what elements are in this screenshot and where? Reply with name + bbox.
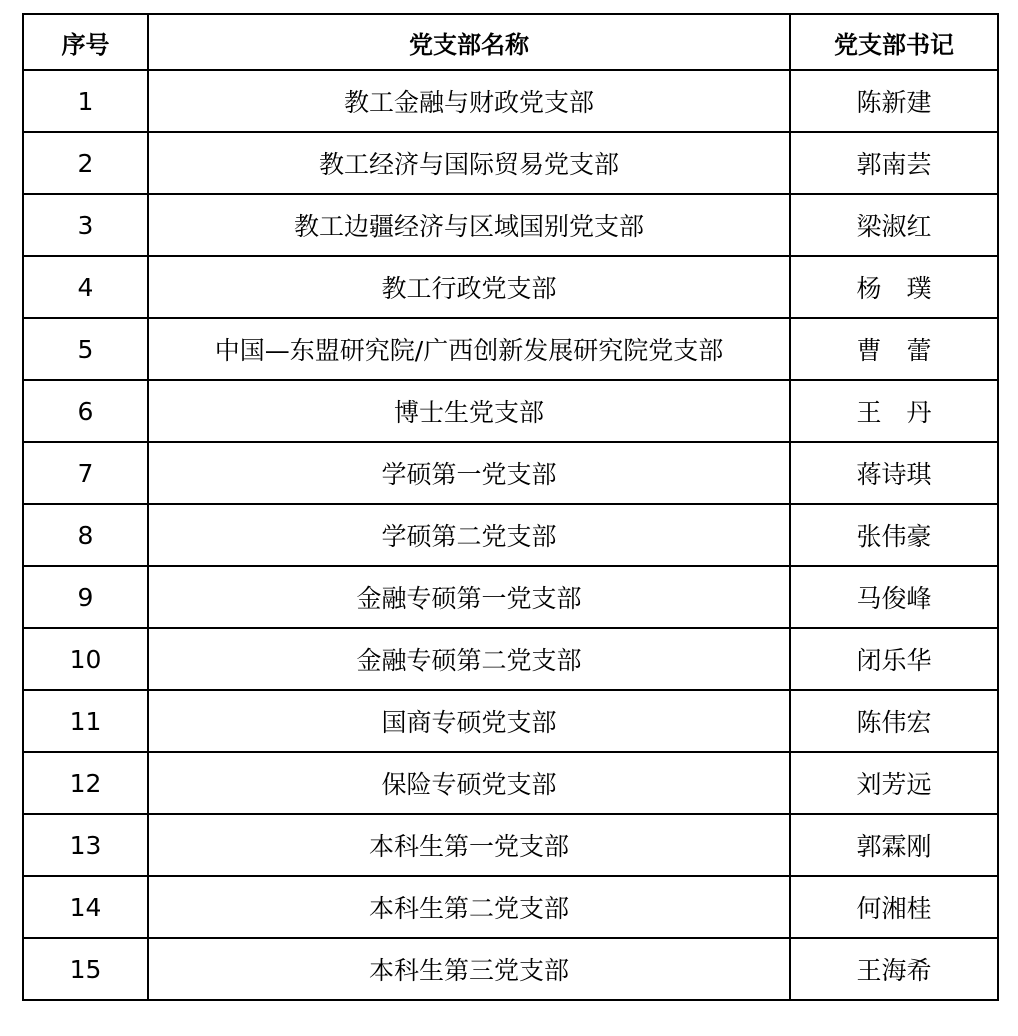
row-index-cell: 9 [23,566,148,628]
branch-secretary-cell: 郭南芸 [790,132,998,194]
branch-secretary-cell: 王海希 [790,938,998,1000]
branch-secretary-cell: 曹 蕾 [790,318,998,380]
branch-name-cell: 保险专硕党支部 [148,752,790,814]
branch-name-cell: 国商专硕党支部 [148,690,790,752]
row-index-cell: 10 [23,628,148,690]
branch-secretary-cell: 刘芳远 [790,752,998,814]
table-row [23,194,998,256]
branch-name-cell: 学硕第一党支部 [148,442,790,504]
branch-secretary-cell: 闭乐华 [790,628,998,690]
table-row [23,690,998,752]
row-index-cell: 7 [23,442,148,504]
row-index-cell: 15 [23,938,148,1000]
branch-name-cell: 本科生第二党支部 [148,876,790,938]
header-index: 序号 [23,14,148,70]
row-index-cell: 8 [23,504,148,566]
branch-name-cell: 本科生第三党支部 [148,938,790,1000]
branch-secretary-cell: 蒋诗琪 [790,442,998,504]
table-header [23,14,998,70]
branch-secretary-cell: 马俊峰 [790,566,998,628]
row-index-cell: 13 [23,814,148,876]
table-row [23,70,998,132]
branch-name-cell: 教工边疆经济与区域国别党支部 [148,194,790,256]
header-branch-name: 党支部名称 [148,14,790,70]
table-body [23,70,998,1000]
branch-secretary-cell: 何湘桂 [790,876,998,938]
table-row [23,380,998,442]
row-index-cell: 12 [23,752,148,814]
row-index-cell: 14 [23,876,148,938]
table-row [23,876,998,938]
branch-name-cell: 金融专硕第二党支部 [148,628,790,690]
table-row [23,318,998,380]
branch-secretary-cell: 张伟豪 [790,504,998,566]
branch-secretary-cell: 郭霖刚 [790,814,998,876]
branch-name-cell: 中国—东盟研究院/广西创新发展研究院党支部 [148,318,790,380]
row-index-cell: 1 [23,70,148,132]
table-row [23,752,998,814]
branch-name-cell: 博士生党支部 [148,380,790,442]
row-index-cell: 5 [23,318,148,380]
branch-secretary-cell: 杨 璞 [790,256,998,318]
row-index-cell: 4 [23,256,148,318]
table-row [23,256,998,318]
branch-name-cell: 教工行政党支部 [148,256,790,318]
table-row [23,504,998,566]
row-index-cell: 11 [23,690,148,752]
row-index-cell: 6 [23,380,148,442]
branch-secretary-cell: 梁淑红 [790,194,998,256]
branch-name-cell: 金融专硕第一党支部 [148,566,790,628]
table-row [23,442,998,504]
row-index-cell: 2 [23,132,148,194]
table-row [23,566,998,628]
header-row [23,14,998,70]
table-row [23,814,998,876]
branch-name-cell: 教工金融与财政党支部 [148,70,790,132]
table-row [23,938,998,1000]
table-row [23,132,998,194]
row-index-cell: 3 [23,194,148,256]
party-branch-table [22,13,999,1001]
branch-secretary-cell: 王 丹 [790,380,998,442]
branch-name-cell: 学硕第二党支部 [148,504,790,566]
table-row [23,628,998,690]
branch-name-cell: 教工经济与国际贸易党支部 [148,132,790,194]
branch-secretary-cell: 陈新建 [790,70,998,132]
header-branch-secretary: 党支部书记 [790,14,998,70]
branch-secretary-cell: 陈伟宏 [790,690,998,752]
branch-name-cell: 本科生第一党支部 [148,814,790,876]
